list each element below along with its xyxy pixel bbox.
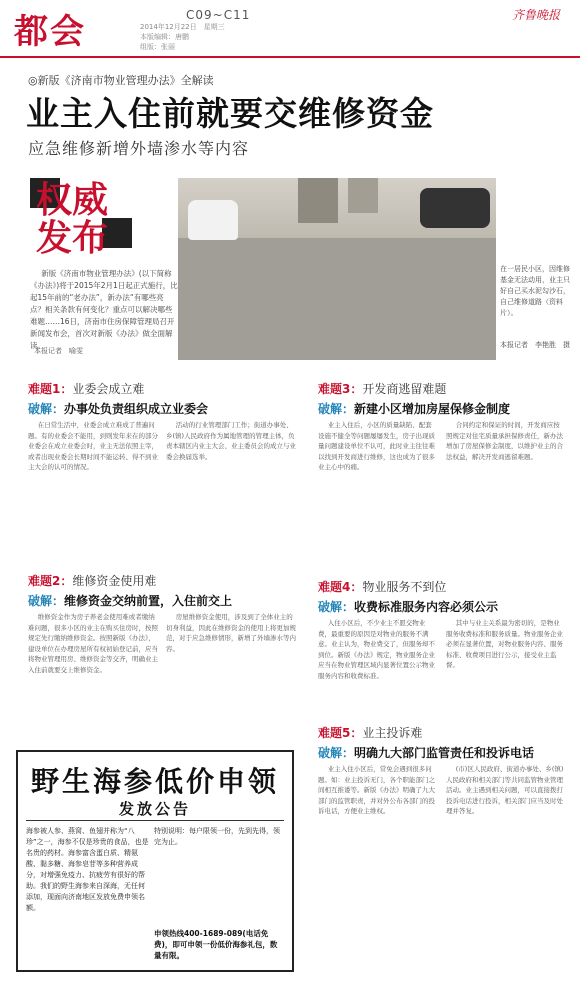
fix-label: 破解： xyxy=(318,746,355,760)
fix-label: 破解： xyxy=(28,402,65,416)
issue-1-title xyxy=(28,380,144,397)
issue-label: 难题4： xyxy=(318,580,363,594)
photo-dark-car xyxy=(420,188,490,228)
photo-building xyxy=(348,178,378,213)
photo-white-car xyxy=(188,200,238,240)
issue-text: 业主投诉难 xyxy=(362,726,423,740)
ad-body-right: 特别说明：每户限领一份，先到先得，领完为止。 xyxy=(154,827,280,846)
issue-4-title xyxy=(318,578,446,595)
fix-text: 明确九大部门监管责任和投诉电话 xyxy=(354,746,535,760)
fix-5-title xyxy=(318,744,534,761)
ad-hotline: 申领热线400-1689-089(电话免费)，即可申领一份低价海参礼包，数量有限。 xyxy=(154,929,278,960)
article-kicker: ◎新版《济南市物业管理办法》全解读 xyxy=(28,74,214,87)
fix-text: 维修资金交纳前置，入住前交上 xyxy=(64,594,233,608)
issue-label: 难题2： xyxy=(28,574,73,588)
fix-1-title xyxy=(28,400,208,417)
issue-2-body-col-b: 房屋维修资金使用，涉及到了全体业主的切身利益，因此在维修资金的使用上将更加规范，对于应急维修情形，新增了外墙渗水等内容。 xyxy=(166,613,296,653)
issue-3-body-col-a: 业主入住后，小区的质量缺陷、配套设施不健全等问题屡屡发生，房子出现质量问题建设单位不认可，此时业主往往难以找到开发商进行维修，这也成为了很多业主心中的痛。 xyxy=(318,421,435,471)
article-subhead: 应急维修新增外墙渗水等内容 xyxy=(28,139,250,158)
photo-building xyxy=(298,178,338,223)
photo-road xyxy=(178,238,496,360)
logo-text-bottom: 发布 xyxy=(36,217,109,259)
fix-4-title xyxy=(318,598,498,615)
fix-3-title xyxy=(318,400,510,417)
fix-2-title xyxy=(28,592,232,609)
issue-label: 难题5： xyxy=(318,726,363,740)
article-headline: 业主入住前就要交维修资金 xyxy=(26,94,434,133)
editor-line: 本版编辑：唐鹏 xyxy=(140,33,189,41)
issue-4-body-col-b: 其中与业主关系最为密切的，是物业服务收费标准和服务质量。物业服务企业必须在显著位置，对物业服务内容、服务标准、收费项目进行公示，接受业主监督。 xyxy=(446,619,563,669)
column-logo xyxy=(28,176,168,259)
issue-5-body-col-a: 业主入住小区后，常免会遇到很多问题。如：业主投诉无门，各个职能部门之间相互推诿等。新版《办法》明确了九大部门的监管职责，并对外公布各部门的投诉电话，方便业主维权。 xyxy=(318,765,435,815)
section-title: 都会 xyxy=(14,12,86,52)
ad-title: 野生海参低价申领 xyxy=(30,765,279,798)
issue-text: 物业服务不到位 xyxy=(362,580,447,594)
news-photo xyxy=(178,178,496,360)
logo-text-top: 权威 xyxy=(36,179,109,221)
issue-meta xyxy=(140,22,225,52)
issue-2-title xyxy=(28,572,156,589)
fix-text: 收费标准服务内容必须公示 xyxy=(354,600,499,614)
ad-body-left: 海参被人参、燕窝、鱼翅并称为“八珍”之一，海参不仅是珍贵的食品，也是名贵的药材。海参富含蛋白质、精氨酸、黏多糖、海参皂苷等多种营养成分，对增强免疫力、抗疲劳有很好的帮助。我们的野生海参来自深海，无任何添加，现面向济南地区发放免费申领名额。 xyxy=(26,827,149,912)
article-intro: 新版《济南市物业管理办法》(以下简称《办法》)将于2015年2月1日起正式施行，比起15年前的“老办法”，新办法“有哪些亮点？相关条款有何变化？重点可以解决哪些难题……16日，济南市住房保障管理局召开新闻发布会，首次对新版《办法》做全面解读。 xyxy=(30,269,178,350)
photo-credit: 本报记者 李艳胜 摄 xyxy=(500,341,570,349)
ad-subtitle: 发放公告 xyxy=(118,800,191,818)
issue-1-body-col-a: 在日常生活中，业委会成立难成了普遍问题。有的业委会不能用，到则发年来在的部分业委会在成立业委会时，业主无法依照主宰，或者出现业委会长期时间不能运转、得不到业主大会的认可的情况。 xyxy=(28,421,158,471)
issue-label: 难题1： xyxy=(28,382,73,396)
photo-caption: 在一居民小区，因维修基金无法动用，业主只好自己买水泥勾沙石，自己维修道路（资料片）。 xyxy=(500,265,570,317)
masthead-divider xyxy=(0,56,580,58)
fix-text: 新建小区增加房屋保修金制度 xyxy=(354,402,511,416)
issue-3-title xyxy=(318,380,446,397)
date-line: 2014年12月22日 星期三 xyxy=(140,23,225,31)
issue-1-body-col-b: 活动的行业管理部门工作；街道办事处、乡(镇)人民政府作为属地管理的管理主体，负责本辖区内业主大会、业主委员会的成立与业委会换届选举。 xyxy=(166,421,296,461)
issue-text: 维修资金使用难 xyxy=(72,574,157,588)
issue-text: 业委会成立难 xyxy=(72,382,145,396)
fix-text: 办事处负责组织成立业委会 xyxy=(64,402,209,416)
issue-2-body-col-a: 维修资金作为房子养老金使用难或者缴纳难问题，很多小区的业主在购买住房时，按照规定先行缴纳维修资金。按照新版《办法》，建设单位在办理房屋所有权初始登记前，应当将物业管理用房、维修资金等交齐，明确业主入住前就要交上维修资金。 xyxy=(28,613,158,674)
fix-label: 破解： xyxy=(318,600,355,614)
ad-divider xyxy=(26,820,284,821)
page-number: C09~C11 xyxy=(186,8,251,22)
newspaper-brand: 齐鲁晚报 xyxy=(511,8,560,22)
proof-line: 组版：张丽 xyxy=(140,43,175,51)
sea-cucumber-ad xyxy=(16,750,294,972)
issue-label: 难题3： xyxy=(318,382,363,396)
article-byline: 本报记者 喻雯 xyxy=(34,347,83,355)
issue-text: 开发商逃留难题 xyxy=(362,382,447,396)
fix-label: 破解： xyxy=(28,594,65,608)
fix-label: 破解： xyxy=(318,402,355,416)
masthead xyxy=(0,0,580,52)
issue-4-body-col-a: 入住小区后，不少业主不愿交物业费，最重要的原因是对物业的服务不满意。业主认为，物业费交了，但服务却不到位。新版《办法》规定，物业服务企业应当在物业管理区域内显著位置公示物业服务内容和收费标准。 xyxy=(318,619,435,680)
issue-5-title xyxy=(318,724,422,741)
issue-5-body-col-b: (市)区人民政府、街道办事处、乡(镇)人民政府和相关部门等共同监管物业管理活动。业主遇到相关问题，可以直接拨打投诉电话进行投诉，相关部门应当及时处理并答复。 xyxy=(446,765,564,815)
issue-3-body-col-b: 合同约定和保证的时间，开发商应按照规定对住宅质量承担保修责任，新办法增加了房屋保修金制度，以维护业主的合法权益，解决开发商逃留难题。 xyxy=(446,421,563,461)
